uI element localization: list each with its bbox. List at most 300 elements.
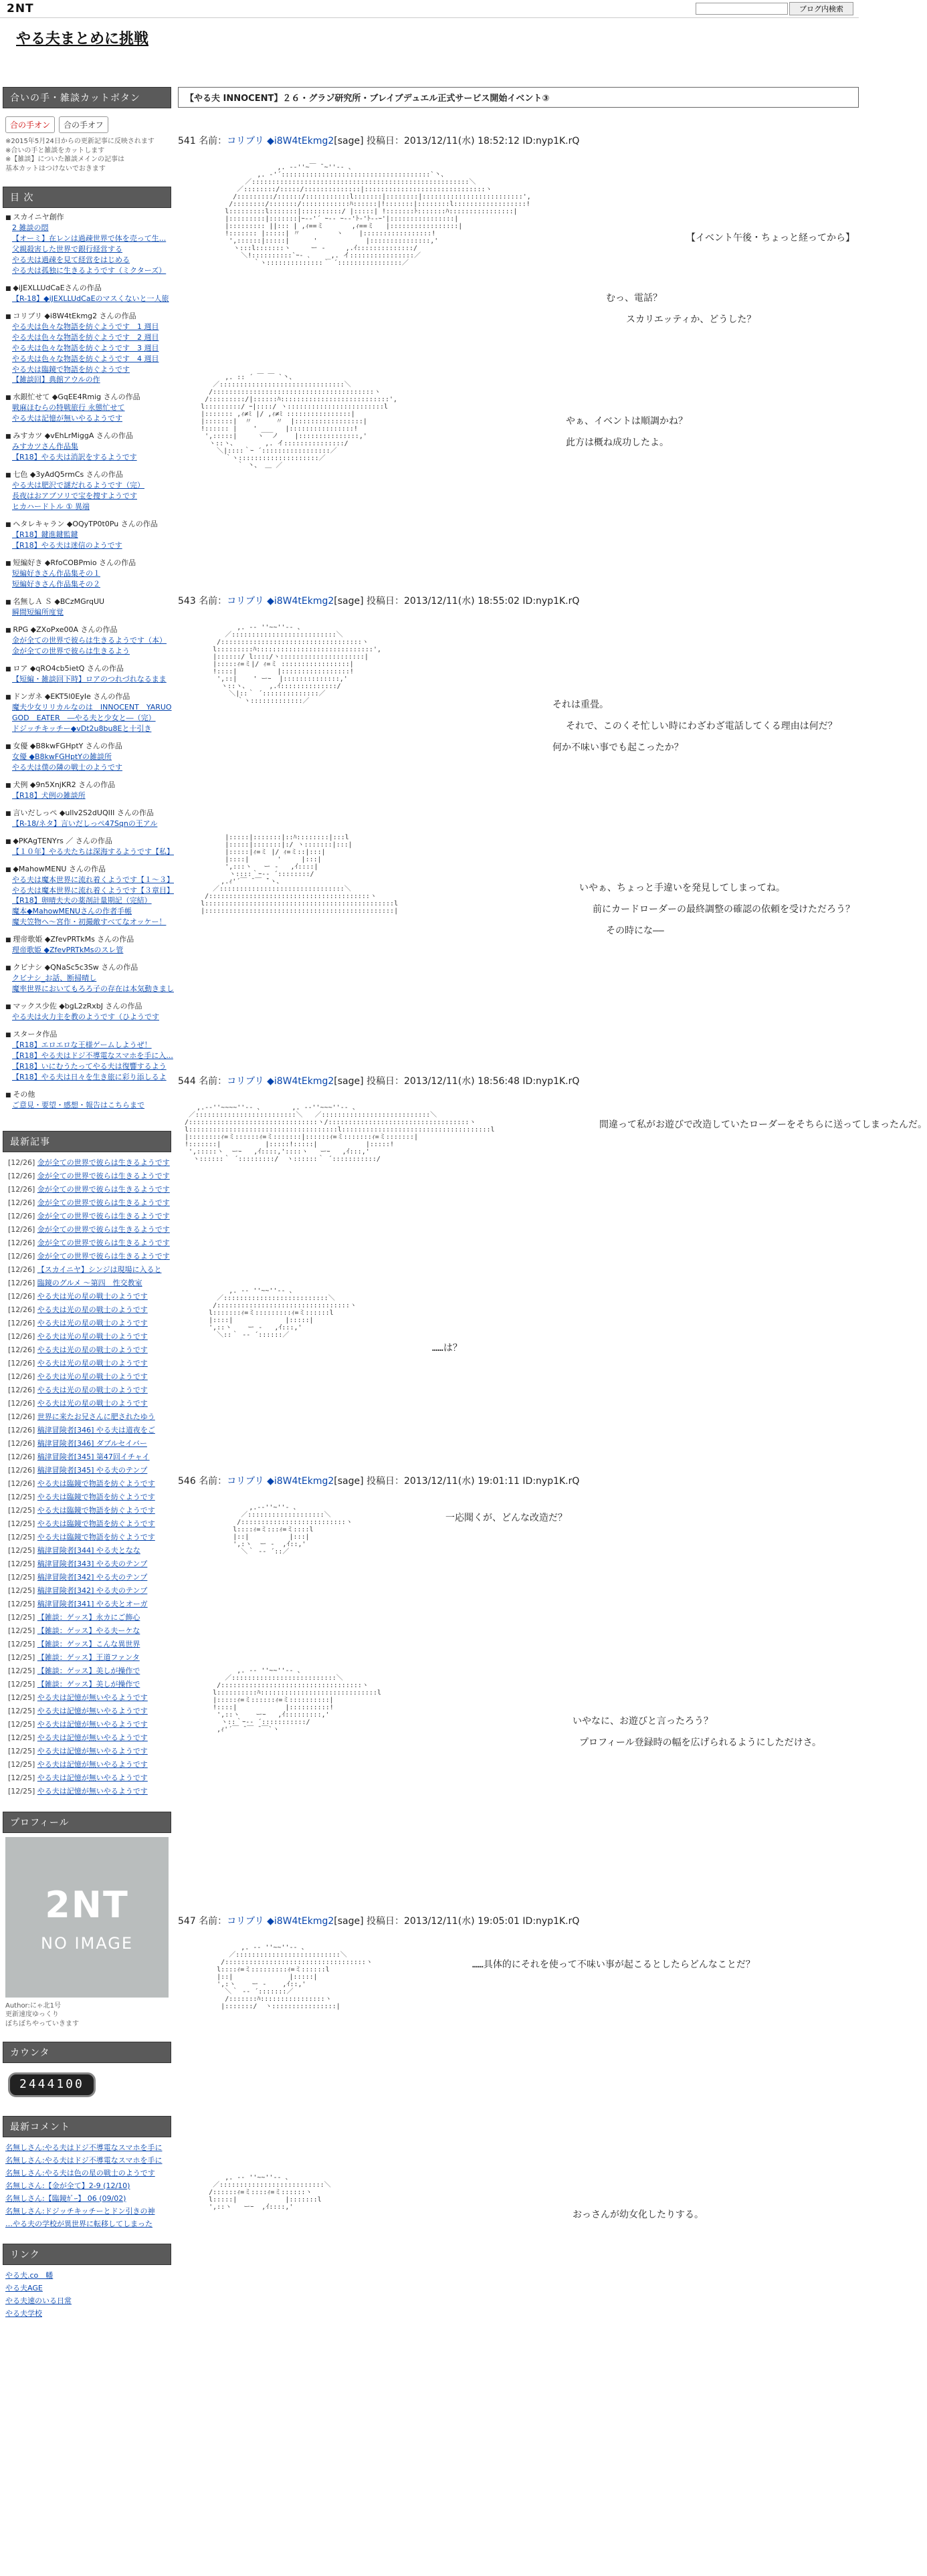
recent-link[interactable]: やる夫は光の星の戦士のようです (37, 1331, 148, 1341)
ascii-art (185, 1667, 381, 1733)
toc-link[interactable]: やる夫は色々な物語を紡ぐようです 3 週目 (12, 343, 159, 352)
profile-line: ぼちぼちやっていきます (5, 2020, 79, 2028)
ascii-art-line: ／::::::::::::::::::::::::::＼ (185, 1295, 335, 1302)
recent-item (5, 1170, 169, 1183)
ascii-art-line: |::| |:::::| (185, 1973, 318, 1981)
toc-link[interactable]: やる夫は色々な物語を紡ぐようです 1 週目 (12, 322, 159, 331)
toc-group (5, 392, 169, 424)
toc-group-title: ■ ◆PKAgTENYrs ／ さんの作品 (5, 836, 169, 847)
toc-group-title: ■ 理帝歌姫 ◆ZfevPRTkMs さんの作品 (5, 934, 169, 945)
recent-link[interactable]: やる夫は光の星の戦士のようです (37, 1398, 148, 1408)
recent-date: [12/25] (8, 1559, 35, 1568)
ascii-art-scene (178, 827, 859, 1048)
recent-link[interactable]: 稿津冒険者[346] ダブルセイバー (37, 1438, 147, 1448)
ascii-art-line: ,. -‐ ''~~''‐- 、 (185, 1944, 308, 1951)
recent-item (5, 1785, 169, 1798)
recent-link[interactable]: 【雑談：ゲッス】美しが操作で (37, 1666, 140, 1675)
comment-link[interactable]: 名無しさん:【金が全て】2-9 (12/10) (5, 2181, 130, 2190)
dialogue-line: 此方は概ね成功したよ。 (566, 437, 669, 448)
ascii-art-line: ,. -‐ ''~~''‐- 、 (185, 624, 304, 631)
toc-link[interactable]: やる夫は魔本世界に流れ着くようです【１～３】 (12, 875, 174, 884)
post-author[interactable]: コリブリ ◆i8W4tEkmg2 (227, 1076, 334, 1087)
recent-link[interactable]: 【雑談：ゲッス】美しが操作で (37, 1679, 140, 1689)
recent-link[interactable]: やる夫は記憶が無いやるようです (37, 1786, 148, 1796)
recent-date: [12/25] (8, 1519, 35, 1528)
ascii-art-line: l::::ｨ=ミ:::ｨ=ミ::::l (185, 1526, 314, 1533)
ascii-art-line: !:::::::| |:::::!:::::| |:::::! (185, 1141, 395, 1148)
recent-date: [12/26] (8, 1291, 35, 1301)
ascii-art-line: |:::::|:::::::|:/ ヽ:::::::|:::| (185, 841, 352, 849)
recent-link[interactable]: やる夫は記憶が無いやるようです (37, 1759, 148, 1769)
ascii-art-line: /:::::::::::::::::::::::::::::::::::ヽ (185, 639, 369, 646)
comment-link[interactable]: 名無しさん:ドジッチキッチーとドン引きの神 (5, 2206, 155, 2216)
toc-group (5, 1001, 169, 1023)
toc-box (3, 187, 174, 1121)
recent-item (5, 1464, 169, 1477)
ascii-art-scene (178, 1660, 859, 1888)
article-title[interactable]: 【やる夫 INNOCENT】２６・グラン゙研究所・ブレイブデュエル正式サービス開始イベント③ (178, 87, 859, 108)
recent-link[interactable]: 【雑談：ゲッス】こんな異世界 (37, 1639, 140, 1648)
ascii-art-line: l::::::::::ﾊ:::::::::::::::::::::::::::::l (185, 1689, 381, 1697)
ascii-art-line: l:::::::::ﾊ:::::::::::::::::::::::::::::', (185, 646, 381, 653)
ascii-art-line: |::::| ' |:::| (185, 856, 322, 863)
post-number: 546 (178, 1476, 196, 1487)
toc-link[interactable]: やる夫は記憶が無いやるようです (12, 414, 122, 423)
recent-link[interactable]: 稿津冒険者[345] やる夫のテンプ (37, 1465, 148, 1475)
profile-image-caption: NO IMAGE (40, 1933, 133, 1953)
recent-item (5, 1571, 169, 1584)
ascii-art-line: ,. ‐'´:::::::::::::::::::::::::::::::::::::`丶、 (185, 171, 448, 179)
toc-link[interactable]: 女優 ◆B8kwFGHptYの雑談所 (12, 752, 112, 761)
ascii-art-line: ',:::::| ヽ ノ |:::::::::::::::,' (185, 433, 367, 440)
post-author[interactable]: コリブリ ◆i8W4tEkmg2 (227, 1476, 334, 1487)
recent-link[interactable]: やる夫は臨鏡で物語を紡ぐようです (37, 1479, 155, 1488)
ascii-art-line: l:::::::::/ ｰ|::::/ ヽ::::::::::::::::::::::::l (185, 403, 388, 411)
recent-date: [12/25] (8, 1786, 35, 1796)
toc-link[interactable]: 【R18】鍵進鍵監鍵 (12, 530, 78, 540)
post-author[interactable]: コリブリ ◆i8W4tEkmg2 (227, 596, 334, 607)
profile-line: 更新速度ゆっくり (5, 2011, 59, 2019)
recent-date: [12/26] (8, 1211, 35, 1220)
toc-group (5, 311, 169, 386)
recent-item (5, 1772, 169, 1785)
recent-item (5, 1491, 169, 1504)
profile-line: Author:にゃ北1号 (5, 2002, 62, 2010)
recent-item (5, 1504, 169, 1517)
ascii-art-line: /::::::::::::::::::::::::::ヽ (185, 1519, 352, 1526)
recent-link[interactable]: やる夫は臨鏡で物語を紡ぐようです (37, 1532, 155, 1541)
dialogue-line: スカリエッティか、どうした？ (626, 314, 756, 325)
recent-link[interactable]: やる夫は光の星の戦士のようです (37, 1291, 148, 1301)
ascii-art-scene (178, 1281, 859, 1448)
post-header (178, 134, 859, 148)
ascii-art-line: /::::::ｨ=ミ::::ｨ=ミ::::::ヽ (185, 2189, 312, 2196)
post-name-label: 名前： (199, 596, 227, 607)
post-author[interactable]: コリブリ ◆i8W4tEkmg2 (227, 136, 334, 146)
post-author[interactable]: コリブリ ◆i8W4tEkmg2 (227, 1916, 334, 1927)
recent-link[interactable]: やる夫は記憶が無いやるようです (37, 1733, 148, 1742)
recent-link[interactable]: 金が全ての世界で彼らは生きるようです (37, 1184, 170, 1194)
recent-item (5, 1410, 169, 1424)
recent-date: [12/25] (8, 1586, 35, 1595)
recent-date: [12/26] (8, 1412, 35, 1421)
toc-link[interactable]: 【R18】やる夫はドジ不導電なスマホを手に入... (12, 1051, 173, 1061)
links-box (3, 2244, 171, 2324)
site-logo[interactable]: 2NT (7, 2, 34, 15)
toc-link[interactable]: 【R18】エロエロな王様ゲームしようぜ！ (12, 1041, 152, 1050)
comment-link[interactable]: 名無しさん:やる夫はドジ不導電なスマホを手に (5, 2143, 163, 2152)
recent-link[interactable]: 金が全ての世界で彼らは生きるようです (37, 1171, 170, 1180)
toc-group (5, 780, 169, 801)
recent-item (5, 1303, 169, 1317)
recent-link[interactable]: やる夫は臨鏡で物語を紡ぐようです (37, 1519, 155, 1528)
ascii-art-line: ',::ヽ ーｰ ,ｲ::::,' (185, 2204, 294, 2211)
toc-link[interactable]: ご意見・要望・感想・報告はこちらまで (12, 1101, 144, 1110)
dialogue-line: プロフィール登録時の幅を広げられるようにしただけさ。 (579, 1737, 822, 1748)
recent-date: [12/25] (8, 1612, 35, 1622)
ascii-art (185, 1104, 495, 1163)
comment-link[interactable]: …やる夫の学校が異世界に転移してしまった (5, 2219, 152, 2228)
ascii-art-line: ／::::::::::::::::::::::::::::::::::::::::::::::::::::::＼ (185, 179, 476, 186)
comments-on-button[interactable]: 合の手オン (5, 116, 55, 133)
toc-group-title: ■ 犬例 ◆9n5XnjKR2 さんの作品 (5, 780, 169, 790)
ascii-art-line: ',:ヽ ー ‐ ,ｲ::,' (185, 1981, 306, 1988)
recent-link[interactable]: 【雑談：ゲッス】やる夫ーケな (37, 1626, 140, 1635)
toc-group-title: ■ 七色 ◆3yAdQ5rmCs さんの作品 (5, 469, 169, 480)
recent-link[interactable]: やる夫は臨鏡で物語を紡ぐようです (37, 1492, 155, 1501)
toc-link[interactable]: 戦麻ほむらの特戦旅行 永態忙せて (12, 403, 125, 413)
blog-search-button[interactable]: ブログ内検索 (789, 2, 853, 15)
recent-link[interactable]: やる夫は臨鏡で物語を紡ぐようです (37, 1505, 155, 1515)
toc-link[interactable]: やる夫は火力主を教のようです（ひようです (12, 1012, 159, 1022)
toc-link[interactable]: 魔夫少女リリカルなのは INNOCENT YARUO (12, 702, 172, 712)
toc-link[interactable]: 【R18】卵晴夫夫の薬剤計量期記（完結） (12, 896, 152, 905)
toc-link[interactable]: 【雑談回】典館アウルの作 (12, 375, 100, 385)
blog-title[interactable]: やる夫まとめに挑戦 (16, 31, 149, 47)
dialogue-line: むっ、電話？ (606, 293, 662, 304)
recent-item (5, 1665, 169, 1678)
ascii-art-line: ／::::::::::::::::::::::::::＼ (185, 1951, 347, 1959)
ascii-art-line: ／::::::::::::::::::::::::::＼ (185, 2181, 331, 2189)
toc-link[interactable]: 短編好きさん作品集その１ (12, 569, 100, 578)
ascii-art-line: ,. :: ´ ￣ ￣ `丶、 (185, 374, 296, 381)
ascii-art-line: ヽ::ヽ、 ,.ｲ::::::::::::::/ (185, 683, 341, 690)
recent-date: [12/25] (8, 1773, 35, 1782)
ascii-art-line: ヽ::ヽ、 ,. イ:::::::::::::::/ (185, 440, 348, 447)
toc-link[interactable]: 【R18】犬例の雑談所 (12, 790, 86, 800)
external-link[interactable]: やる夫.co 幡 (5, 2270, 54, 2280)
toc-link[interactable]: クビナシ_お話、断掃晴し (12, 974, 97, 983)
recent-link[interactable]: やる夫は光の星の戦士のようです (37, 1318, 148, 1327)
recent-date: [12/26] (8, 1224, 35, 1234)
toc-group (5, 625, 169, 657)
toc-link[interactable]: GOD EATER ―やる夫と少女と―（完） (12, 713, 156, 722)
toc-group-title: ■ ヘタレキャラン ◆OQyTP0t0Pu さんの作品 (5, 519, 169, 530)
recent-link[interactable]: 稿津冒険者[341] やる夫とオーガ (37, 1599, 148, 1608)
post (178, 1075, 927, 1448)
toc-group (5, 962, 174, 994)
ascii-art-line: ',::ヽ ー ‐ ,ｲ:::,' (185, 1324, 302, 1331)
ascii-art-line: ＼::｀ ‐- ´::::::／ (185, 1331, 290, 1339)
recent-link[interactable]: やる夫は記憶が無いやるようです (37, 1719, 148, 1729)
toc-link[interactable]: 金が全ての世界で彼らは生きるようです（本） (12, 635, 167, 645)
ascii-art-line: ',::ヽ ーｰ ,ｲ:::::::::,' (185, 1711, 330, 1719)
dialogue-line: ……は？ (432, 1343, 462, 1354)
toc-link[interactable]: やる夫は魔本世界に流れ着くようです【３章目】 (12, 885, 174, 895)
toc-link[interactable]: ヒカハードトル ① 異端 (12, 502, 90, 512)
toc-link[interactable]: 魔本◆MahowMENUさんの作者手帳 (12, 907, 132, 916)
recent-link[interactable]: 金が全ての世界で彼らは生きるようです (37, 1224, 170, 1234)
blog-header (0, 18, 859, 85)
ascii-art-line: l:::::::::l:::::::|::::::::::/ |:::::| !:::::::ﾄ:::::::ﾊ::::::::::::::::| (185, 208, 518, 215)
post (178, 134, 859, 568)
recent-link[interactable]: 稿津冒険者[345] 第47回イチャイ (37, 1452, 150, 1461)
toc-link[interactable]: 【R-18】◆iJEXLLUdCaEのマスくないと一人旅 (12, 294, 169, 303)
recent-link[interactable]: 稿津冒険者[346] やる夫は道夜をご (37, 1425, 155, 1434)
toc-link[interactable]: 【R18】やる夫は日々を生き旅に彩り添しるよ (12, 1073, 167, 1082)
ascii-art-line: ｀ヽ::::::::::::::｀ ´::::::::::::::::／ (185, 259, 409, 267)
recent-item (5, 1437, 169, 1451)
recent-item (5, 1156, 169, 1170)
toc-link[interactable]: ドジッチキッチー◆vDt2u8bu8Eと十引き (12, 724, 152, 733)
ascii-art-line: /::::::::::::::::::::::::::::::::ヽ/:::::::::::::::::::::::::::::::::::ヽ (185, 1119, 476, 1126)
toc-group-title: ■ その他 (5, 1089, 169, 1100)
recent-item (5, 1397, 169, 1410)
ascii-art-line: ＼|::｀ ´::::::::::::::／ (185, 690, 326, 697)
post-meta: [sage] 投稿日：2013/12/11(水) 18:55:02 ID:nyp1K.rQ (334, 596, 580, 607)
external-link[interactable]: やる夫学校 (5, 2309, 42, 2318)
recent-link[interactable]: やる夫は記憶が無いやるようです (37, 1693, 148, 1702)
recent-item (5, 1477, 169, 1491)
toc-link[interactable]: 短編好きさん作品集その２ (12, 580, 100, 588)
ascii-art-line: ,. -‐ ''~~''‐- 、 (185, 1667, 304, 1675)
blog-search-input[interactable] (696, 3, 788, 15)
toc-group (5, 283, 169, 304)
recent-link[interactable]: 金が全ての世界で彼らは生きるようです (37, 1211, 170, 1220)
toc-group (5, 1029, 173, 1083)
ascii-art-line: l::::ｨ=ミ:::::::::ｨ=ミ::::::l (185, 1966, 330, 1973)
toc-group (5, 934, 169, 956)
recent-item (5, 1745, 169, 1758)
recent-link[interactable]: 【雑談：ゲッス】王道ファンタ (37, 1652, 140, 1662)
ascii-art-line: ',::| ' ーｰ |::::::::::::::,' (185, 675, 348, 683)
recent-link[interactable]: やる夫は記憶が無いやるようです (37, 1706, 148, 1715)
toc-link[interactable]: みすカツさん作品集 (12, 442, 78, 451)
post-name-label: 名前： (199, 136, 227, 146)
links-list (3, 2265, 171, 2324)
recent-link[interactable]: 【雑談：ゲッス】永カにご飾心 (37, 1612, 140, 1622)
recent-item (5, 1531, 169, 1544)
toc-link[interactable]: 【R18】いにむうたってやる夫は復響するよう (12, 1062, 167, 1071)
toc-link[interactable]: 瞬間短編所度覚 (12, 607, 64, 617)
ascii-art-line: |:::::::| 〃 〃 |:::::::::::::::::| (185, 418, 367, 425)
recent-date: [12/25] (8, 1626, 35, 1635)
toc-link[interactable]: 魔夫笠物ヘ～宮作・初撮敵すべてなオッケー！ (12, 918, 167, 927)
toc-group (5, 663, 169, 685)
recent-date: [12/25] (8, 1733, 35, 1742)
ascii-art-line: |::| |:::| (185, 1533, 310, 1541)
recent-link[interactable]: 【スカイニヤ】シンジは現場に入ると (37, 1265, 162, 1274)
recent-link[interactable]: やる夫は光の星の戦士のようです (37, 1305, 148, 1314)
toc-link[interactable]: 長夜はおアブソリで宝を捜すようです (12, 492, 137, 501)
ascii-art-line: ,. -‐ ''~~''‐- 、 (185, 2174, 292, 2181)
ascii-art-line: |:::::ｨ=ミ::::::ｨ=ミ::::::::::| (185, 1697, 334, 1704)
dialogue-line: おっさんが幼女化したりする。 (573, 2210, 704, 2220)
dialogue-line: やぁ、イベントは順調かね？ (566, 416, 688, 427)
toc-group-title: ■ ドンガネ ◆EKT5l0EyIe さんの作品 (5, 691, 169, 702)
recent-item (5, 1517, 169, 1531)
ascii-art-scene (178, 157, 859, 358)
toc-link[interactable]: 理帝歌姫 ◆ZfevPRTkMsのスレ管 (12, 946, 124, 955)
comments-list (3, 2137, 171, 2234)
comments-box (3, 2116, 171, 2234)
recent-date: [12/26] (8, 1425, 35, 1434)
help-note-line: ※【雑談】についた雑談メインの記事は (5, 156, 124, 163)
recent-item (5, 1317, 169, 1330)
ascii-art-line: ／:::::::::::::::::::::::::::::::＼ (185, 381, 351, 389)
external-link[interactable]: やる夫AGE (5, 2283, 43, 2292)
recent-item (5, 1344, 169, 1357)
comment-link[interactable]: 名無しさん:【臨鏡ｶﾞｰ】 06 (09/02) (5, 2193, 126, 2203)
ascii-art-line: ',::::::|:::::| ' |:::::::::::::::,' (185, 237, 439, 245)
toc-link[interactable]: 【１０年】やる夫たちは深海するようです【私】 (12, 847, 174, 856)
recent-link[interactable]: やる夫は光の星の戦士のようです (37, 1358, 148, 1368)
recent-link[interactable]: やる夫は光の星の戦士のようです (37, 1345, 148, 1354)
recent-date: [12/26] (8, 1158, 35, 1167)
recent-item (5, 1196, 169, 1210)
toc-group-title: ■ RPG ◆ZXoPxe00A さんの作品 (5, 625, 169, 635)
recent-date: [12/26] (8, 1358, 35, 1368)
recent-date: [12/26] (8, 1452, 35, 1461)
toc-group (5, 519, 169, 551)
comment-link[interactable]: 名無しさん:やる夫は色の星の戦士のようです (5, 2168, 155, 2177)
recent-link[interactable]: 金が全ての世界で彼らは生きるようです (37, 1198, 170, 1207)
toc-group-title: ■ マックス少佐 ◆bgL2zRxbJ さんの作品 (5, 1001, 169, 1012)
toc-link[interactable]: やる夫は色々な物語を紡ぐようです 4 週目 (12, 354, 159, 363)
recent-date: [12/26] (8, 1238, 35, 1247)
ascii-art (185, 834, 398, 915)
ascii-art-line: ｀ヽ::::::::::::::::::::／ (185, 455, 326, 462)
recent-date: [12/26] (8, 1251, 35, 1261)
ascii-art-line: ,.ｨ'´￣ ̄ ￣ ̄`ヽ、 (185, 878, 284, 885)
toc-link[interactable]: 魔率世界においてもろろ子の存在は本気動きまし (12, 984, 174, 994)
recent-link[interactable]: 世界に来たお兄さんに肥されたゆう (37, 1412, 155, 1421)
toc-group-title: ■ クビナシ ◆QNaSc5c3Sw さんの作品 (5, 962, 169, 973)
ascii-art-line: /:::::::::/::::::/:::::::::::l:::::::|::::::::|:::::::::::::::::::::::::', (185, 193, 531, 201)
ascii-art-line: ヽ::::｀ｰ-- ´::::::::/ (185, 871, 314, 878)
recent-item (5, 1290, 169, 1303)
recent-link[interactable]: 稿津冒険者[344] やる夫となな (37, 1545, 140, 1555)
toc-link[interactable]: 【短編・雑談回下時】ロアのつれづれなるまま (12, 674, 167, 683)
ascii-art-line: ／::::::::::::::::::::::::::＼ (185, 1675, 343, 1682)
recent-link[interactable]: 金が全ての世界で彼らは生きるようです (37, 1251, 170, 1261)
ascii-art-line: ／:::::::::::::::::::::::::＼ ／:::::::::::::::::::::::::::＼ (185, 1111, 437, 1119)
access-counter: 2444100 (8, 2072, 96, 2097)
toc-group-title: ■ 短編好き ◆RfoCOBPmio さんの作品 (5, 558, 169, 568)
toc-link[interactable]: 【R18】やる夫は迷信のようです (12, 541, 122, 550)
ascii-art-line: ＼｀ ‐- ´::／ (185, 1548, 290, 1555)
help-note-line: ※2015年5月24日からの更新記事に反映されます (5, 138, 154, 145)
comment-link[interactable]: 名無しさん:やる夫はドジ不導電なスマホを手に (5, 2155, 163, 2165)
recent-link[interactable]: 稿津冒険者[342] やる夫のテンプ (37, 1586, 148, 1595)
comments-off-button[interactable]: 合の手オフ (59, 116, 108, 133)
recent-link[interactable]: 金が全ての世界で彼らは生きるようです (37, 1238, 170, 1247)
recent-link[interactable]: やる夫は光の星の戦士のようです (37, 1372, 148, 1381)
counter-box (3, 2042, 171, 2106)
ascii-art-line: /::::::::::::::::::::::::::::::::::::::::ヽ (185, 389, 381, 396)
toc-link[interactable]: やる夫は僕の隣の戦士のようです (12, 762, 122, 772)
recent-link[interactable]: やる夫は記憶が無いやるようです (37, 1746, 148, 1755)
toc-link[interactable]: やる夫は過疎を見て経営をはじめる (12, 255, 130, 264)
post (178, 595, 859, 1048)
recent-link[interactable]: 臨鏡のグルメ ～第四 性交教室 (37, 1278, 142, 1287)
ascii-art-line: ',:::ヽ ー ‐ ,ｲ::::| (185, 863, 318, 871)
toc-link[interactable]: 父親殺害した世界で銀行経営する (12, 244, 122, 253)
toc-link[interactable]: やる夫は色々な物語を紡ぐようです 2 週目 (12, 332, 159, 342)
ascii-art-line: /:::::::::::::::::::::::::::::::::::ヽ (185, 1959, 373, 1966)
recent-link[interactable]: 稿津冒険者[342] やる夫のテンプ (37, 1572, 148, 1582)
recent-date: [12/26] (8, 1278, 35, 1287)
help-note-line: ※合いの手と雑談をカットします (5, 146, 105, 154)
recent-item (5, 1210, 169, 1223)
toc-link[interactable]: やる夫は孤独に生きるようです（ミクターズ） (12, 265, 167, 275)
post-meta: [sage] 投稿日：2013/12/11(水) 19:01:11 ID:nyp1K.rQ (334, 1476, 580, 1487)
recent-date: [12/26] (8, 1398, 35, 1408)
toc-link[interactable]: 【R18】やる夫は消訳をするようです (12, 453, 137, 462)
recent-date: [12/25] (8, 1719, 35, 1729)
recent-date: [12/25] (8, 1545, 35, 1555)
recent-link[interactable]: やる夫は光の星の戦士のようです (37, 1385, 148, 1394)
recent-item (5, 1731, 169, 1745)
toc-group-title: ■ 女優 ◆B8kwFGHptY さんの作品 (5, 741, 169, 752)
post-meta: [sage] 投稿日：2013/12/11(水) 19:05:01 ID:nyp1K.rQ (334, 1916, 580, 1927)
toc-link[interactable]: 2 雑談の悶 (12, 223, 49, 233)
toc-group (5, 808, 169, 829)
recent-link[interactable]: 稿津冒険者[343] やる夫のテンプ (37, 1559, 148, 1568)
recent-date: [12/26] (8, 1465, 35, 1475)
ascii-art-line: l:::::::::::::::::::::::::::::::::::::l:::::::::::::::::::::::::::::::::::::l (185, 1126, 495, 1134)
recent-date: [12/26] (8, 1372, 35, 1381)
ascii-art-line: |:::::|ｨ=ミ |/ ｨ=ミ::|:::| (185, 849, 326, 856)
toc-link[interactable]: 金が全ての世界で彼らは生きるよう (12, 646, 130, 655)
toc-list (3, 208, 174, 1121)
recent-list (3, 1152, 171, 1802)
recent-item (5, 1277, 169, 1290)
profile-image (5, 1837, 169, 1998)
toc-link[interactable]: やる夫は肥沢で謎だれるようです（完） (12, 481, 144, 490)
recent-date: [12/26] (8, 1345, 35, 1354)
recent-link[interactable]: やる夫は記憶が無いやるようです (37, 1773, 148, 1782)
recent-date: [12/25] (8, 1746, 35, 1755)
toc-link[interactable]: やる夫は臨鏡で物語を紡ぐようです (12, 364, 130, 374)
post-header (178, 1475, 859, 1488)
recent-item (5, 1357, 169, 1370)
ascii-art (185, 2174, 331, 2211)
ascii-art-line: l:::::::::::::::::::::::::::::::::::::::::::::::l (185, 900, 399, 907)
recent-date: [12/25] (8, 1532, 35, 1541)
recent-date: [12/25] (8, 1492, 35, 1501)
ascii-art-line: !::::| |:::::::::::::::::! (185, 668, 354, 675)
recent-link[interactable]: 金が全ての世界で彼らは生きるようです (37, 1158, 170, 1167)
toc-link[interactable]: 【R-18/ネタ】言いだしっぺ47Sqnの王アル (12, 819, 158, 828)
ascii-art-line: ／:::::::::::::::::::＼ (185, 1511, 331, 1519)
post-list (178, 134, 927, 2281)
ascii-art-scene (178, 367, 859, 568)
toc-link[interactable]: 【オーミ】在レンは過疎世界で体を売って生... (12, 233, 167, 243)
post-header (178, 595, 859, 608)
post-name-label: 名前： (199, 1916, 227, 1927)
external-link[interactable]: やる夫速のいる日常 (5, 2296, 72, 2305)
